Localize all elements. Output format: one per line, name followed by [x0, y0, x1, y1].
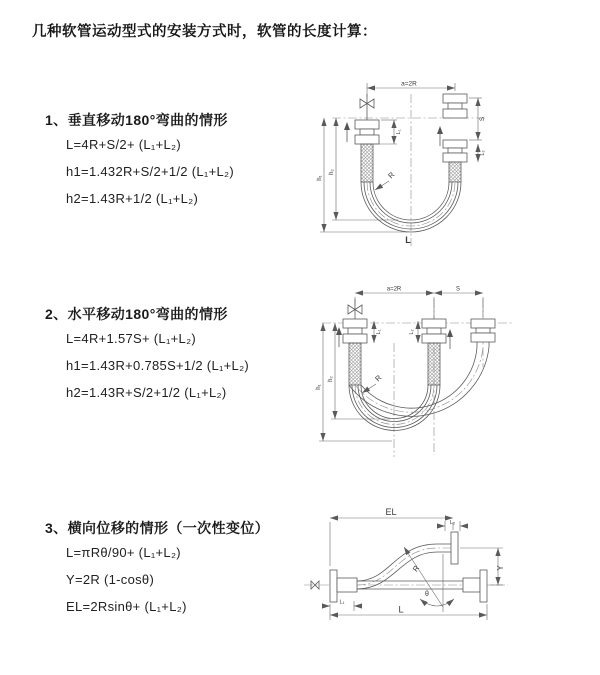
right-hose-fitting-lower [443, 140, 467, 182]
dim-label-a2r: a=2R [386, 286, 402, 293]
dim-label-r: R [373, 373, 384, 384]
dim-label-s: S [455, 286, 461, 293]
dim-label-h1: h₁ [316, 384, 322, 390]
page-title: 几种软管运动型式的安装方式时，软管的长度计算： [32, 24, 377, 40]
right-hose-fitting-upper [443, 94, 467, 118]
diagram-lateral-displacement [296, 500, 566, 650]
hose-u-bend-position1 [349, 385, 440, 431]
left-hose-fitting [355, 120, 379, 182]
section-horizontal-bend [45, 304, 320, 403]
braided-hose-section [449, 162, 461, 182]
top-flange [451, 532, 458, 564]
dim-label-r: R [410, 563, 422, 574]
dim-label-r: R [386, 170, 397, 181]
dim-label-l1: L₁ [396, 129, 402, 135]
dim-label-l2: L₂ [449, 520, 456, 526]
section-2-formula-h1: h1=1.43R+0.785S+1/2 (L₁+L₂) [66, 358, 250, 373]
section-3-formula-EL: EL=2Rsinθ+ (L₁+L₂) [66, 599, 187, 614]
braided-hose-section [361, 144, 373, 182]
left-flange [330, 570, 357, 602]
dim-label-y: Y [496, 565, 505, 571]
section-1-heading: 1、垂直移动180°弯曲的情形 [45, 112, 228, 128]
dim-label-h1: h₁ [317, 175, 323, 181]
dim-label-el: EL [385, 507, 397, 517]
section-3-formula-L: L=πRθ/90+ (L₁+L₂) [66, 545, 181, 560]
diagram-horizontal-bend [306, 283, 536, 463]
left-hose-fitting [343, 319, 367, 385]
section-2-heading: 2、水平移动180°弯曲的情形 [45, 306, 228, 322]
section-3-formula-Y: Y=2R (1-cosθ) [66, 572, 155, 587]
section-2-formula-h2: h2=1.43R+S/2+1/2 (L₁+L₂) [66, 385, 227, 400]
section-lateral-displacement [45, 518, 320, 617]
section-2-formula-L: L=4R+1.57S+ (L₁+L₂) [66, 331, 197, 346]
dim-label-h2: h₂ [329, 169, 335, 175]
dim-label-l1: L₁ [339, 599, 345, 606]
dim-label-l2: L₂ [480, 150, 486, 156]
dim-label-a2r: a=2R [401, 80, 417, 88]
section-1-formula-h2: h2=1.43R+1/2 (L₁+L₂) [66, 191, 199, 206]
section-1-formula-h1: h1=1.432R+S/2+1/2 (L₁+L₂) [66, 164, 234, 179]
diagram-vertical-bend [306, 70, 526, 250]
dim-label-s: S [479, 116, 486, 122]
section-3-heading: 3、横向位移的情形（一次性变位） [45, 520, 270, 536]
dim-label-l: L [398, 604, 404, 615]
dim-label-l2: L₂ [409, 329, 415, 335]
braided-hose-section [349, 343, 361, 385]
dim-label-l1: L₁ [376, 329, 382, 335]
radius-line [404, 547, 443, 607]
angle-arc [420, 599, 454, 606]
braided-hose-section [428, 343, 440, 385]
section-1-formula-L: L=4R+S/2+ (L₁+L₂) [66, 137, 181, 152]
middle-hose-fitting [422, 319, 446, 385]
section-vertical-bend [45, 110, 320, 209]
dim-label-h2: h₂ [328, 376, 334, 382]
dim-label-theta: θ [425, 591, 429, 598]
hose-u-bend-position2 [349, 347, 489, 416]
dim-label-l: L [405, 235, 411, 245]
